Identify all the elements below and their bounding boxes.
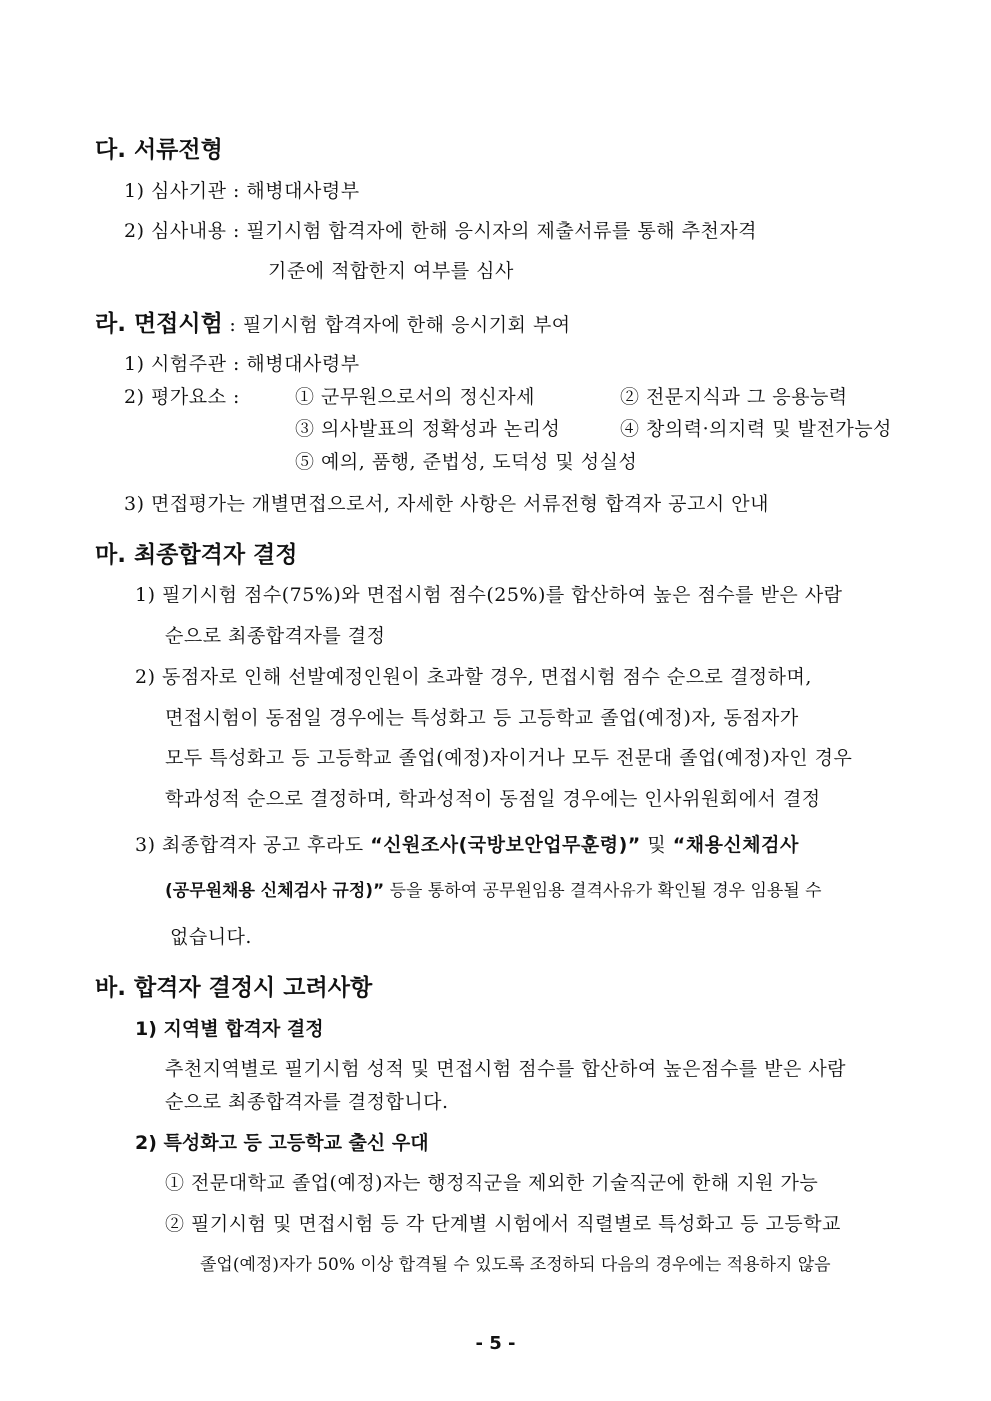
section-heading-ma: 마. 최종합격자 결정: [95, 542, 298, 568]
ma-item-3-line-2-rest: 등을 통하여 공무원임용 결격사유가 확인될 경우 임용될 수: [384, 881, 822, 901]
ba-sub-2-item-2-line-1: ② 필기시험 및 면접시험 등 각 단계별 시험에서 직렬별로 특성화고 등 고등학교: [165, 1213, 841, 1235]
ra-factor-5: ⑤ 예의, 품행, 준법성, 도덕성 및 성실성: [295, 451, 638, 473]
ra-item-2-label: 2) 평가요소 :: [124, 386, 240, 408]
ma-item-2-line-4: 학과성적 순으로 결정하며, 학과성적이 동점일 경우에는 인사위원회에서 결정: [165, 788, 821, 810]
ra-factor-3: ③ 의사발표의 정확성과 논리성: [295, 418, 561, 440]
page-number: - 5 -: [475, 1333, 516, 1354]
da-item-1: 1) 심사기관 : 해병대사령부: [124, 180, 360, 202]
section-heading-ra-row: [95, 305, 571, 338]
ba-sub-1-line-2: 순으로 최종합격자를 결정합니다.: [165, 1091, 449, 1113]
ma-item-2-line-2: 면접시험이 동점일 경우에는 특성화고 등 고등학교 졸업(예정)자, 동점자가: [165, 707, 799, 729]
ba-sub-1-title: 1) 지역별 합격자 결정: [135, 1018, 324, 1040]
da-item-2-line-2: 기준에 적합한지 여부를 심사: [268, 260, 514, 282]
ma-item-1-line-2: 순으로 최종합격자를 결정: [165, 625, 386, 647]
ma-item-3-mid: 및: [640, 834, 673, 856]
ma-item-2-line-1: 2) 동점자로 인해 선발예정인원이 초과할 경우, 면접시험 점수 순으로 결정하며,: [135, 666, 812, 688]
ra-item-3: 3) 면접평가는 개별면접으로서, 자세한 사항은 서류전형 합격자 공고시 안내: [124, 493, 769, 515]
ba-sub-2-title: 2) 특성화고 등 고등학교 출신 우대: [135, 1132, 429, 1154]
ba-sub-2-item-1: ① 전문대학교 졸업(예정)자는 행정직군을 제외한 기술직군에 한해 지원 가능: [165, 1172, 819, 1194]
da-item-2-line-1: 2) 심사내용 : 필기시험 합격자에 한해 응시자의 제출서류를 통해 추천자격: [124, 220, 758, 242]
ba-sub-2-item-2-line-2: 졸업(예정)자가 50% 이상 합격될 수 있도록 조정하되 다음의 경우에는 적용하지 않음: [200, 1255, 831, 1275]
ma-item-3-emphasis-1: “신원조사(국방보안업무훈령)”: [370, 834, 641, 856]
section-heading-ra-suffix: : 필기시험 합격자에 한해 응시기회 부여: [222, 314, 571, 336]
ma-item-3-emphasis-3: (공무원채용 신체검사 규정)”: [165, 881, 385, 901]
ma-item-3-line-2: [165, 876, 822, 901]
section-heading-ra: 라. 면접시험: [95, 311, 223, 337]
ma-item-1-line-1: 1) 필기시험 점수(75%)와 면접시험 점수(25%)를 합산하여 높은 점수를 받은 사람: [135, 584, 843, 606]
ma-item-3-line-3: 없습니다.: [170, 926, 252, 948]
ra-item-1: 1) 시험주관 : 해병대사령부: [124, 353, 360, 375]
section-heading-da: 다. 서류전형: [95, 137, 223, 163]
ra-factor-2: ② 전문지식과 그 응용능력: [620, 386, 848, 408]
section-heading-ba: 바. 합격자 결정시 고려사항: [95, 975, 373, 1001]
ra-factor-1: ① 군무원으로서의 정신자세: [295, 386, 535, 408]
ra-factor-4: ④ 창의력·의지력 및 발전가능성: [620, 418, 892, 440]
ba-sub-1-line-1: 추천지역별로 필기시험 성적 및 면접시험 점수를 합산하여 높은점수를 받은 사람: [165, 1058, 847, 1080]
ma-item-3-line-1: [135, 830, 799, 857]
ma-item-3-prefix: 3) 최종합격자 공고 후라도: [135, 834, 371, 856]
ma-item-3-emphasis-2: “채용신체검사: [672, 834, 799, 856]
ma-item-2-line-3: 모두 특성화고 등 고등학교 졸업(예정)자이거나 모두 전문대 졸업(예정)자인 경우: [165, 747, 853, 769]
